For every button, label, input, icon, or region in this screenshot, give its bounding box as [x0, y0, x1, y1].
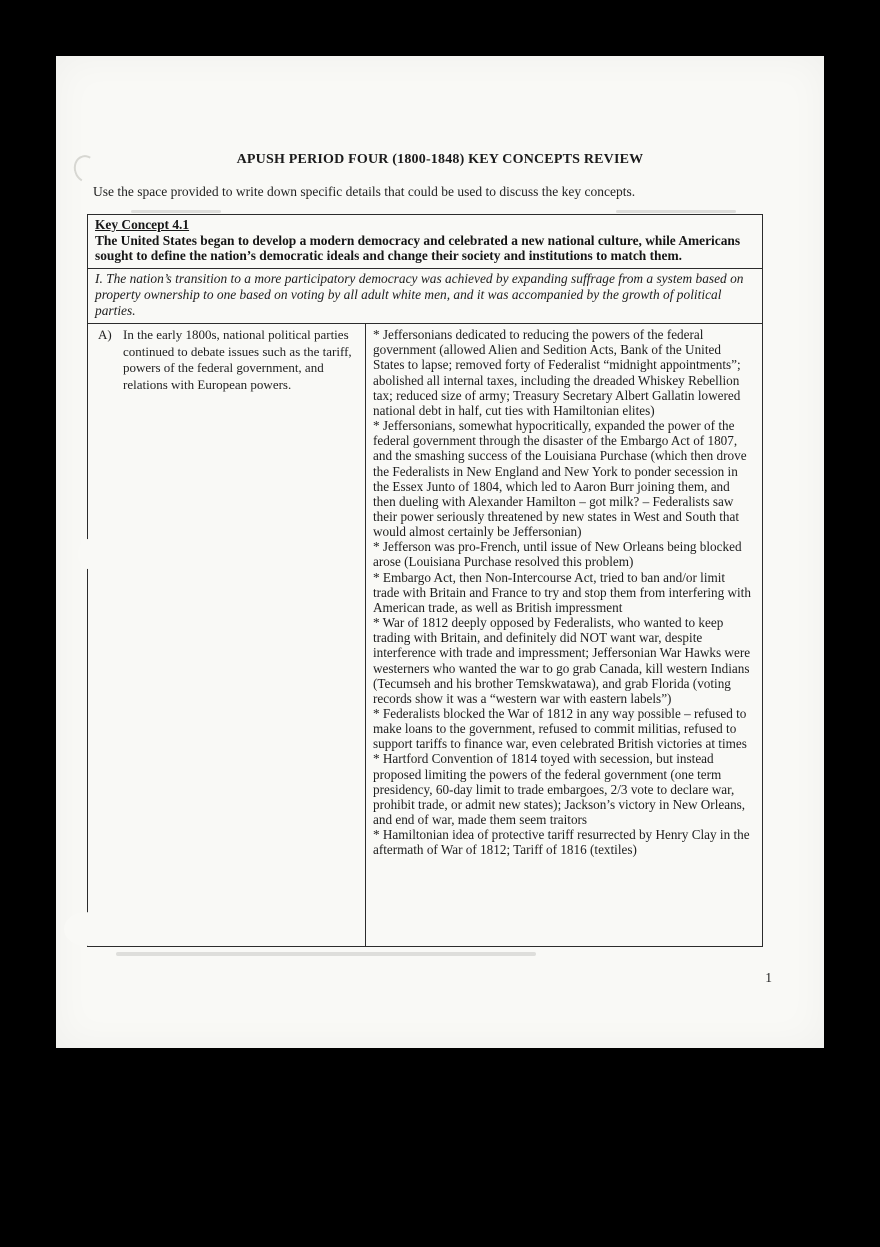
transition-statement-row: I. The nation’s transition to a more participatory democracy was achieved by expanding suffrage from a system based on property ownership to one based on voting by all adult white men, and it was accompanied by the growth of political parties. — [88, 268, 762, 324]
key-concept-row — [88, 215, 762, 268]
scan-artifact-smudge — [116, 952, 536, 956]
scan-artifact-smudge — [131, 210, 221, 213]
key-concepts-table — [87, 214, 763, 947]
page-number: 1 — [765, 970, 772, 985]
note-item: * Jeffersonians, somewhat hypocritically, expanded the power of the federal government through the disaster of the Embargo Act of 1807, and the smashing success of the Louisiana Purchase (which then drove the Federalists in New England and New York to ponder secession in the Essex Junto of 1804, which led to Aaron Burr joining them, and then dueling with Alexander Hamilton – got milk? – Federalists saw their power seriously threatened by new states in West and South that would almost certainly be Jeffersonian) — [373, 418, 747, 540]
document-page — [56, 56, 824, 1048]
note-item: * War of 1812 deeply opposed by Federalists, who wanted to keep trading with Britain, and definitely did NOT want war, despite interference with trade and impressment; Jeffersonian War Hawks were westerners who wanted the war to go grab Canada, kill western Indians (Tecumseh and his brother Temskwatawa), and grab Florida (voting records show it was a “western war with eastern labels”) — [373, 615, 751, 706]
key-concept-heading: Key Concept 4.1 — [95, 217, 190, 232]
item-label: A) — [98, 327, 112, 343]
scan-artifact-smudge — [616, 210, 736, 213]
prompt-cell — [88, 324, 366, 946]
notes-cell — [366, 324, 762, 946]
note-item: * Federalists blocked the War of 1812 in any way possible – refused to make loans to the government, refused to commit militias, refused to support tariffs to finance war, even celebrated British victories at times — [373, 706, 747, 752]
instructions-text: Use the space provided to write down specific details that could be used to discuss the key concepts. — [93, 184, 636, 199]
prompt-text: In the early 1800s, national political parties continued to debate issues such as the tariff, powers of the federal government, and relations with European powers. — [123, 327, 352, 392]
scan-artifact-blob — [78, 539, 98, 569]
detail-row — [88, 323, 762, 946]
note-item: * Hamiltonian idea of protective tariff resurrected by Henry Clay in the aftermath of War of 1812; Tariff of 1816 (textiles) — [373, 827, 750, 858]
note-item: * Embargo Act, then Non-Intercourse Act, tried to ban and/or limit trade with Britain and France to try and stop them from interfering with American trade, as well as British impressment — [373, 569, 751, 615]
page-title: APUSH PERIOD FOUR (1800-1848) KEY CONCEPTS REVIEW — [236, 152, 644, 167]
note-item: * Hartford Convention of 1814 toyed with secession, but instead proposed limiting the powers of the federal government (one term presidency, 60-day limit to trade embargoes, 2/3 vote to declare war, prohibit trade, or admit new states); Jackson’s victory in New Orleans, and end of war, made them seem traitors — [373, 751, 746, 828]
key-concept-text: The United States began to develop a modern democracy and celebrated a new national culture, while Americans sought to define the nation’s democratic ideals and change their society and institutions to match them. — [95, 232, 741, 263]
note-item: * Jefferson was pro-French, until issue of New Orleans being blocked arose (Louisiana Purchase resolved this problem) — [373, 539, 742, 570]
scan-artifact-blob — [64, 912, 106, 946]
note-item: * Jeffersonians dedicated to reducing the powers of the federal government (allowed Alien and Sedition Acts, Bank of the United States to lapse; removed forty of Federalist “midnight appointments”; abolished all internal taxes, including the dreaded Whiskey Rebellion tax; reduced size of army; Treasury Secretary Albert Gallatin lowered national debt in half, cut ties with Hamiltonian elites) — [373, 327, 741, 418]
